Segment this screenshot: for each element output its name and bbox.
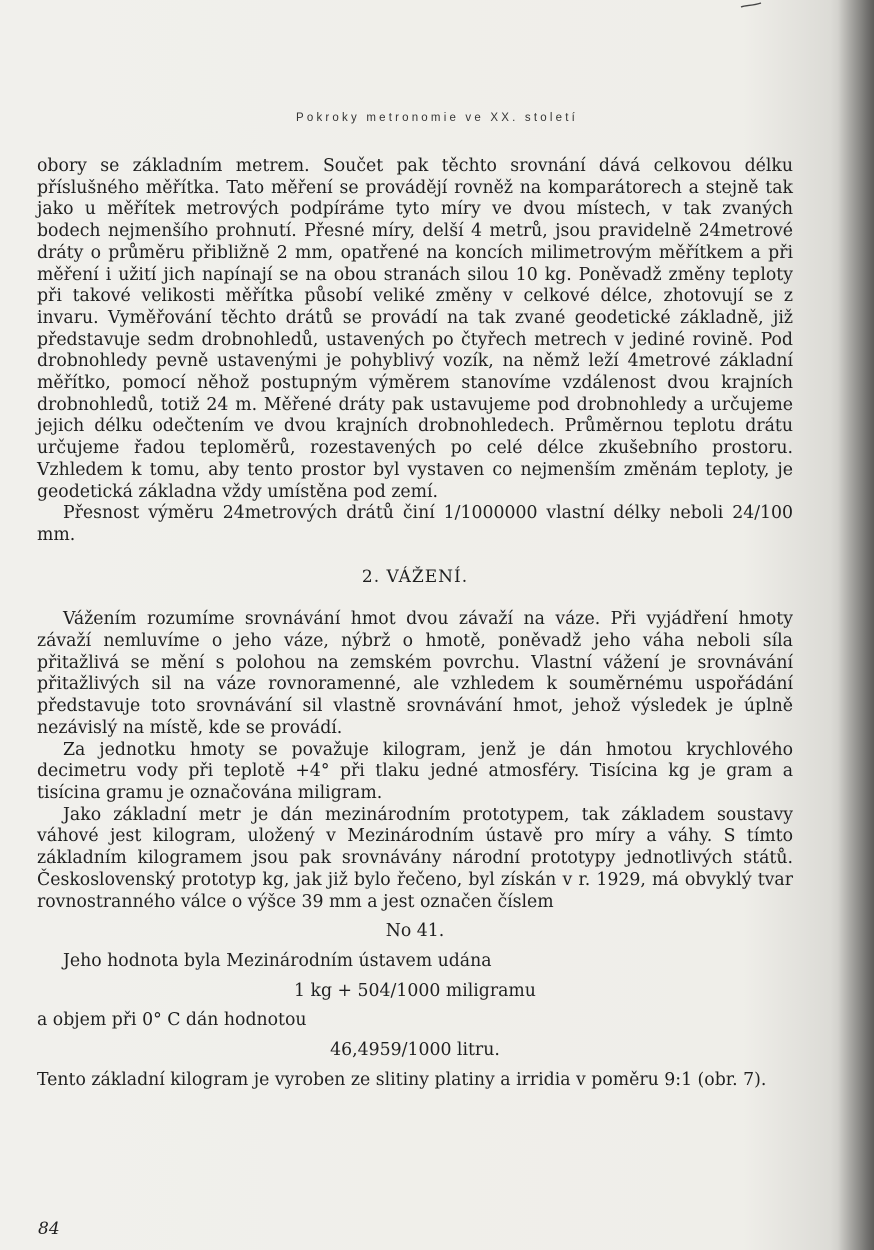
paragraph-8: Tento základní kilogram je vyroben ze slitiny platiny a irridia v poměru 9:1 (obr. 7).: [37, 1069, 767, 1090]
paragraph-5: Jako základní metr je dán mezinárodním prototypem, tak základem soustavy váhové jest kilogram, uložený v Mezinárodním ústavě pro míry a váhy. S tímto základním kilogramem jsou pak srovnávány národní prototypy jednotlivých států. Československý prototyp kg, jak již bylo řečeno, byl získán v r. 1929, má obvyklý tvar rovnostranného válce o výšce 39 mm a jest označen číslem: [37, 804, 793, 912]
paragraph-7: a objem při 0° C dán hodnotou: [37, 1010, 307, 1031]
volume-value: 46,4959/1000 litru.: [330, 1040, 500, 1061]
page-number: 84: [38, 1219, 60, 1239]
running-header: Pokroky metronomie ve XX. století: [295, 112, 578, 124]
paragraph-3: Vážením rozumíme srovnávání hmot dvou závaží na váze. Při vyjádření hmoty závaží nemluvíme o jeho váze, nýbrž o hmotě, poněvadž jeho váha neboli síla přitažlivá se mění s polohou na zemském povrchu. Vlastní vážení je srovnávání přitažlivých sil na váze rovnoramenné, ale vzhledem k souměrnému uspořádání představuje toto srovnávání sil vlastně srovnávání hmot, jehož výsledek je úplně nezávislý na místě, kde se provádí.: [37, 609, 793, 738]
prototype-number: No 41.: [385, 921, 445, 942]
section-heading: 2. VÁŽENÍ.: [361, 566, 469, 587]
pencil-mark-icon: [740, 2, 762, 9]
binding-shadow: [838, 0, 874, 1250]
paragraph-6: Jeho hodnota byla Mezinárodním ústavem udána: [63, 950, 492, 971]
paragraph-4: Za jednotku hmoty se považuje kilogram, jenž je dán hmotou krychlového decimetru vody při teplotě +4° při tlaku jedné atmosféry. Tisícina kg je gram a tisícina gramu je označována miligram.: [37, 739, 793, 803]
paragraph-1: obory se základním metrem. Součet pak těchto srovnání dává celkovou délku příslušného měřítka. Tato měření se provádějí rovněž na komparátorech a stejně tak jako u měřítek metrových podpíráme tyto míry ve dvou místech, v tak zvaných bodech nejmenšího prohnutí. Přesné míry, delší 4 metrů, jsou pravidelně 24metrové dráty o průměru přibližně 2 mm, opatřené na koncích milimetrovým měřítkem a při měření i užití jich napínají se na obou stranách silou 10 kg. Poněvadž změny teploty při takové velikosti měřítka působí veliké změny v celkové délce, zhotovují se z invaru. Vyměřování těchto drátů se provádí na tak zvané geodetické základně, již představuje sedm drobnohledů, ustavených po čtyřech metrech v jediné rovině. Pod drobnohledy pevně ustavenými je pohyblivý vozík, na němž leží 4metrové základní měřítko, pomocí něhož postupným výměrem stanovíme vzdálenost dvou krajních drobnohledů, totiž 24 m. Měřené dráty pak ustavujeme pod drobnohledy a určujeme jejich délku odečtením ve dvou krajních drobnohledech. Průměrnou teplotu drátu určujeme řadou teploměrů, rozestavených po celé délce zkušebního prostoru. Vzhledem k tomu, aby tento prostor byl vystaven co nejmenším změnám teploty, je geodetická základna vždy umístěna pod zemí.: [37, 156, 793, 502]
mass-value: 1 kg + 504/1000 miligramu: [294, 980, 536, 1001]
paragraph-2: Přesnost výměru 24metrových drátů činí 1/1000000 vlastní délky neboli 24/100 mm.: [37, 503, 793, 545]
body-text: [37, 156, 793, 1091]
